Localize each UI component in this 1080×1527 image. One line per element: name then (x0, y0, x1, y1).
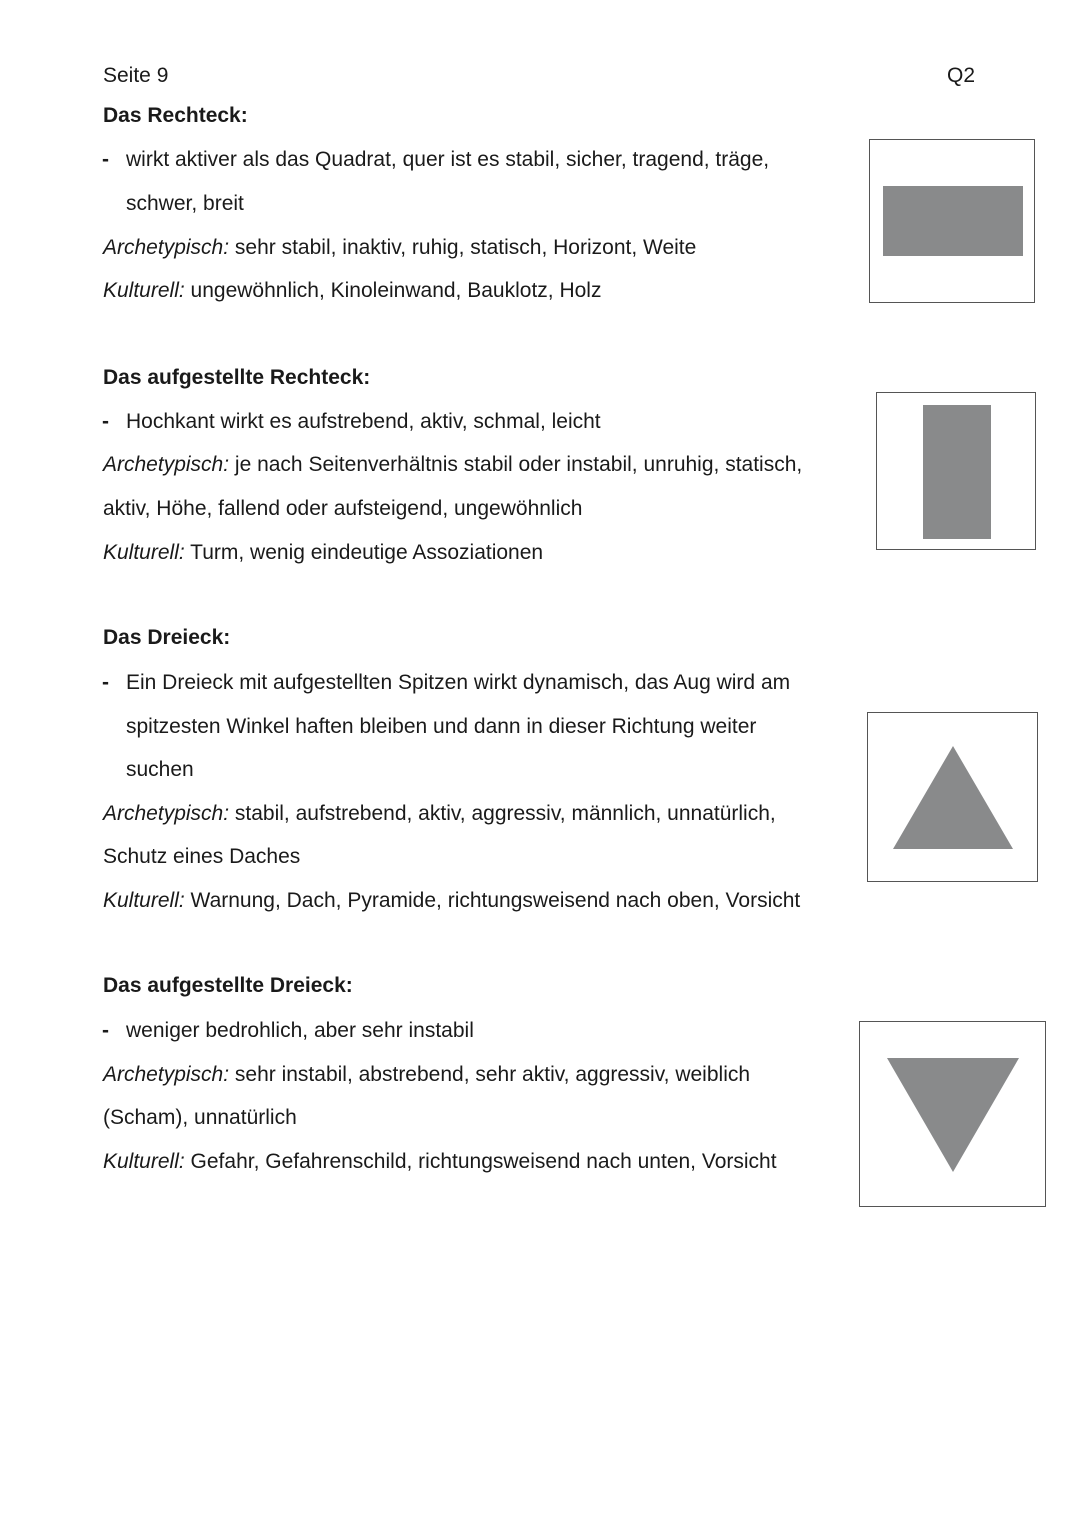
archetypal-line (103, 452, 802, 478)
section-heading: Das aufgestellte Rechteck: (103, 366, 371, 389)
bullet-line: wirkt aktiver als das Quadrat, quer ist es stabil, sicher, tragend, träge, (126, 148, 770, 171)
course-label: Q2 (947, 64, 976, 87)
archetypal-label: Archetypisch: (103, 802, 230, 825)
figure-triangle-up (867, 712, 1038, 882)
archetypal-label: Archetypisch: (103, 453, 230, 476)
cultural-line (103, 278, 601, 304)
figure-triangle-down (859, 1021, 1046, 1207)
bullet-dash: - (102, 148, 109, 171)
triangle-down-shape (860, 1022, 1047, 1208)
bullet-line: Ein Dreieck mit aufgestellten Spitzen wirkt dynamisch, das Aug wird am (126, 671, 791, 694)
bullet-line: weniger bedrohlich, aber sehr instabil (126, 1019, 474, 1042)
archetypal-label: Archetypisch: (103, 236, 230, 259)
horizontal-rectangle-shape (870, 140, 1036, 304)
cultural-line (103, 888, 800, 914)
bullet-dash: - (102, 671, 109, 694)
archetypal-label: Archetypisch: (103, 1063, 230, 1086)
bullet-dash: - (102, 1019, 109, 1042)
bullet-line: schwer, breit (126, 192, 244, 215)
bullet-line: Hochkant wirkt es aufstrebend, aktiv, schmal, leicht (126, 410, 601, 433)
archetypal-line-continued: (Scham), unnatürlich (103, 1106, 297, 1129)
figure-vertical-rectangle (876, 392, 1036, 550)
cultural-label: Kulturell: (103, 541, 185, 564)
cultural-text: Gefahr, Gefahrenschild, richtungsweisend nach unten, Vorsicht (184, 1150, 777, 1173)
bullet-line: suchen (126, 758, 194, 781)
archetypal-line-continued: aktiv, Höhe, fallend oder aufsteigend, ungewöhnlich (103, 497, 583, 520)
figure-horizontal-rectangle (869, 139, 1035, 303)
triangle-up-shape (868, 713, 1039, 883)
archetypal-text: je nach Seitenverhältnis stabil oder instabil, unruhig, statisch, (229, 453, 803, 476)
page-number: Seite 9 (103, 64, 169, 87)
cultural-label: Kulturell: (103, 279, 185, 302)
cultural-label: Kulturell: (103, 889, 185, 912)
archetypal-text: sehr stabil, inaktiv, ruhig, statisch, Horizont, Weite (229, 236, 697, 259)
bullet-line: spitzesten Winkel haften bleiben und dann in dieser Richtung weiter (126, 715, 757, 738)
archetypal-line-continued: Schutz eines Daches (103, 845, 301, 868)
vertical-rectangle-shape (877, 393, 1037, 551)
cultural-text: Turm, wenig eindeutige Assoziationen (184, 541, 544, 564)
archetypal-text: sehr instabil, abstrebend, sehr aktiv, aggressiv, weiblich (229, 1063, 751, 1086)
cultural-line (103, 540, 543, 566)
cultural-text: ungewöhnlich, Kinoleinwand, Bauklotz, Holz (184, 279, 602, 302)
archetypal-line (103, 801, 776, 827)
archetypal-line (103, 235, 696, 261)
cultural-line (103, 1149, 777, 1175)
section-heading: Das aufgestellte Dreieck: (103, 974, 353, 997)
bullet-dash: - (102, 410, 109, 433)
cultural-label: Kulturell: (103, 1150, 185, 1173)
section-heading: Das Dreieck: (103, 626, 231, 649)
section-heading: Das Rechteck: (103, 104, 248, 127)
cultural-text: Warnung, Dach, Pyramide, richtungsweisend nach oben, Vorsicht (184, 889, 801, 912)
archetypal-line (103, 1062, 750, 1088)
archetypal-text: stabil, aufstrebend, aktiv, aggressiv, männlich, unnatürlich, (229, 802, 776, 825)
